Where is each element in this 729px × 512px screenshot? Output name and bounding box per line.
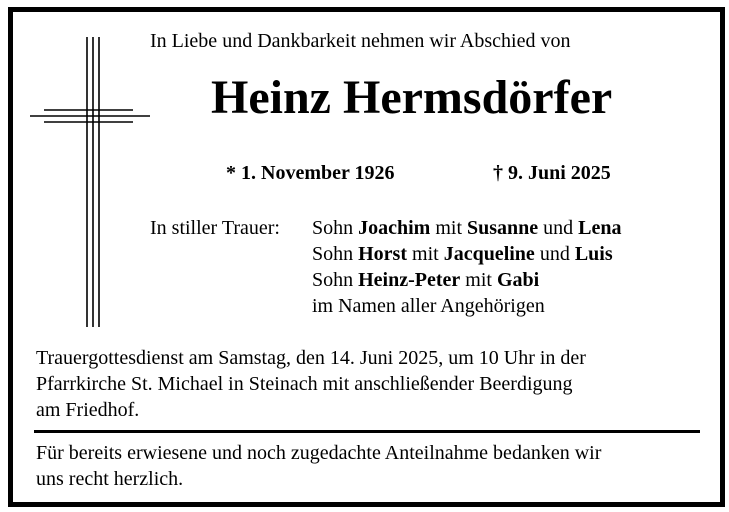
cross-icon	[30, 37, 155, 329]
mourner-line	[312, 293, 622, 319]
mourner-line	[312, 267, 622, 293]
mourner-name: Gabi	[496, 269, 540, 291]
thanks-line: uns recht herzlich.	[36, 468, 184, 490]
thanks-line: Für bereits erwiesene und noch zugedachte Anteilnahme bedanken wir	[36, 442, 602, 464]
mourner-name: Heinz-Peter	[358, 269, 461, 291]
mourners-list	[312, 215, 622, 319]
mourner-text: mit	[407, 243, 444, 265]
death-date: † 9. Juni 2025	[493, 162, 611, 184]
intro-line: In Liebe und Dankbarkeit nehmen wir Abschied von	[150, 30, 571, 52]
mourner-name: Joachim	[358, 217, 431, 239]
birth-date: * 1. November 1926	[226, 162, 395, 184]
deceased-name: Heinz Hermsdörfer	[211, 71, 613, 124]
thanks-note	[36, 440, 716, 492]
mourner-line	[312, 241, 622, 267]
mourner-text: und	[534, 243, 575, 265]
mourner-name: Lena	[578, 217, 622, 239]
mourner-text: Sohn	[312, 243, 359, 265]
mourner-name: Jacqueline	[443, 243, 535, 265]
obituary-notice	[8, 7, 725, 507]
mourner-name: Luis	[574, 243, 613, 265]
mourner-text: mit	[430, 217, 468, 239]
mourner-text: im Namen aller Angehörigen	[312, 295, 545, 317]
mourner-text: mit	[460, 269, 497, 291]
service-line: Pfarrkirche St. Michael in Steinach mit anschließender Beerdigung	[36, 373, 573, 395]
mourner-text: Sohn	[312, 217, 359, 239]
service-line: am Friedhof.	[36, 399, 140, 421]
mourner-text: und	[538, 217, 579, 239]
service-info	[36, 345, 716, 423]
mourner-text: Sohn	[312, 269, 359, 291]
mourner-name: Susanne	[467, 217, 539, 239]
mourning-label: In stiller Trauer:	[150, 217, 280, 239]
divider	[34, 430, 700, 433]
mourner-line	[312, 215, 622, 241]
mourner-name: Horst	[358, 243, 408, 265]
service-line: Trauergottesdienst am Samstag, den 14. Juni 2025, um 10 Uhr in der	[36, 347, 586, 369]
